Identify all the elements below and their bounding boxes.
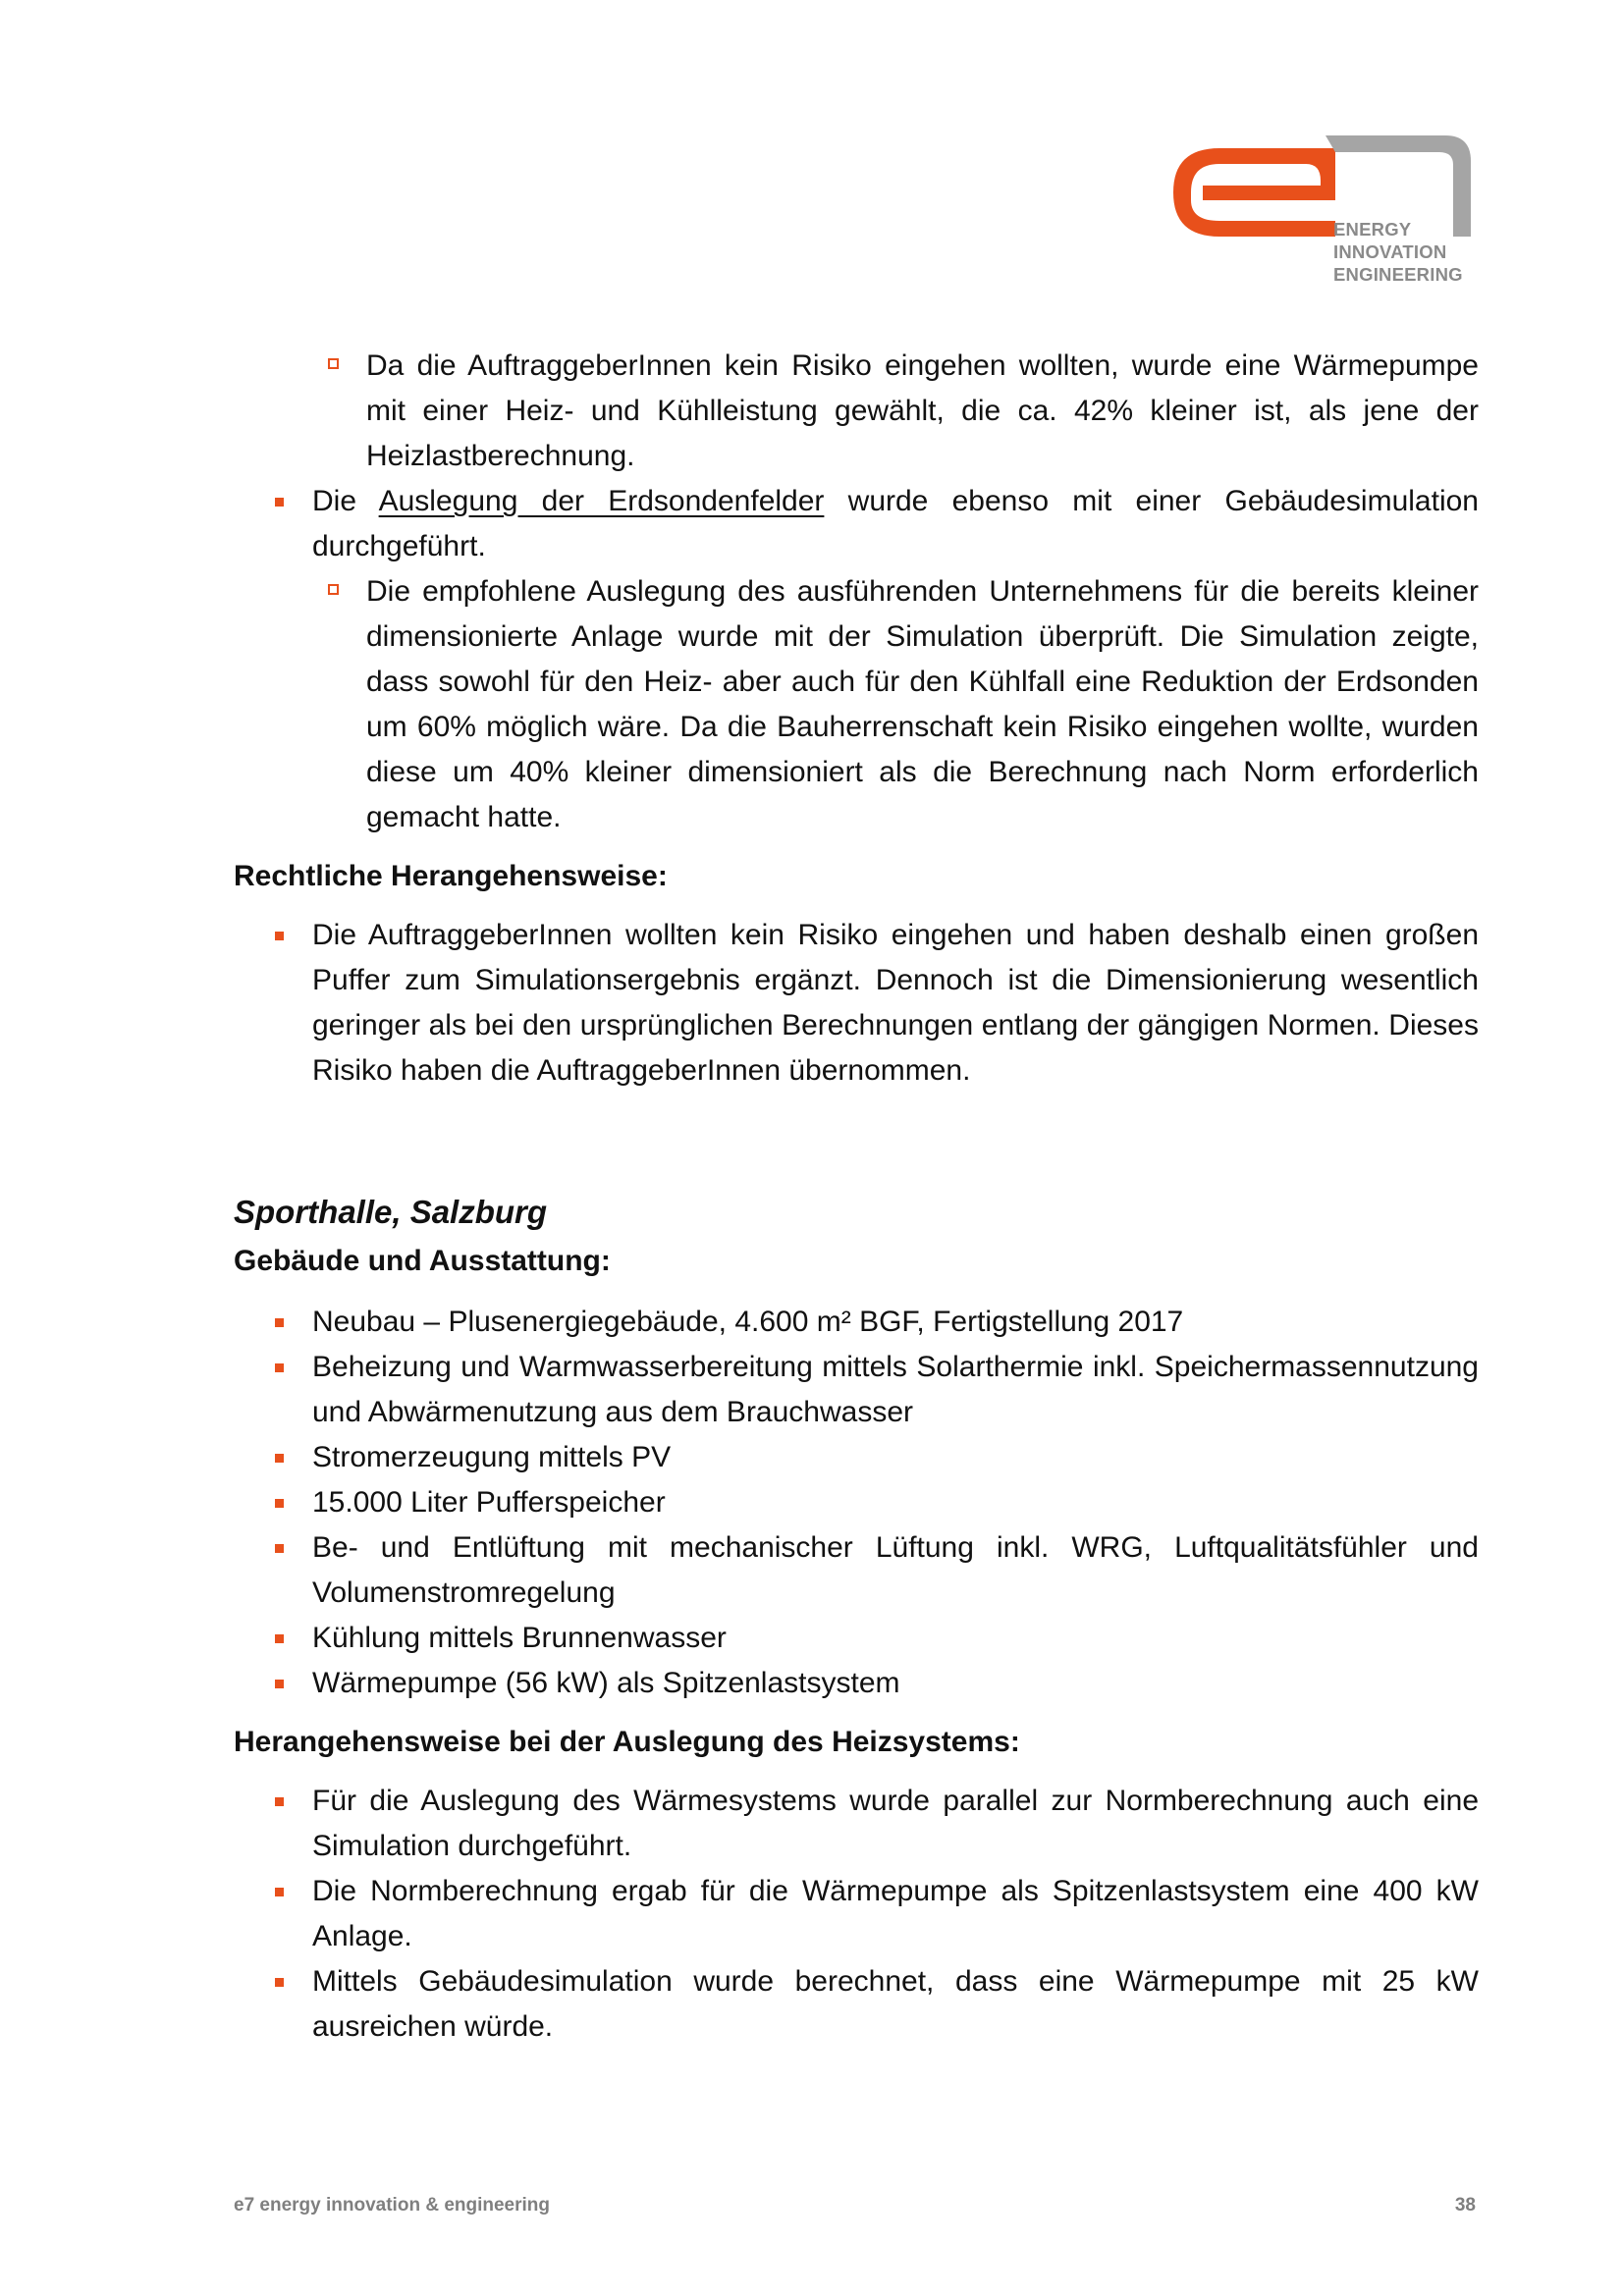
erdsondenfelder-link[interactable]: Auslegung der Erdsondenfelder bbox=[378, 485, 825, 517]
sub-bullet-item bbox=[234, 344, 1479, 479]
square-bullet-icon bbox=[275, 1454, 284, 1463]
legal-heading: Rechtliche Herangehensweise: bbox=[234, 860, 668, 892]
bullet-item bbox=[234, 1869, 1479, 1959]
sub-bullet-text: Die empfohlene Auslegung des ausführenden Unternehmens für die bereits kleiner dimensionierte Anlage wurde mit der Simulation überprüft. Die Simulation zeigte, dass sowohl für den Heiz- aber auch für den Kühlfall eine Reduktion der Erdsonden um 60% möglich wäre. Da die Bauherrenschaft kein Risiko eingehen wollte, wurden diese um 40% kleiner dimensioniert als die Berechnung nach Norm erforderlich gemacht hatte. bbox=[366, 575, 1479, 833]
bullet-text: Kühlung mittels Brunnenwasser bbox=[312, 1622, 727, 1654]
bullet-item bbox=[234, 1616, 1479, 1661]
square-bullet-icon bbox=[275, 498, 284, 507]
bullet-item bbox=[234, 1345, 1479, 1435]
sub-bullet-item bbox=[234, 569, 1479, 840]
square-bullet-icon bbox=[275, 932, 284, 940]
logo-text-engineering: ENGINEERING bbox=[1333, 264, 1463, 285]
bullet-text: Beheizung und Warmwasserbereitung mittels Solarthermie inkl. Speichermassennutzung und Abwärmenutzung aus dem Brauchwasser bbox=[312, 1351, 1479, 1428]
logo-e-shape bbox=[1173, 148, 1335, 237]
bullet-item bbox=[234, 1300, 1479, 1345]
square-bullet-icon bbox=[275, 1363, 284, 1372]
bullet-item bbox=[234, 1779, 1479, 1869]
heating-list bbox=[234, 1779, 1479, 2050]
square-bullet-icon bbox=[275, 1318, 284, 1327]
bullet-item bbox=[234, 479, 1479, 569]
square-bullet-icon bbox=[275, 1544, 284, 1553]
sub-bullet-text: Da die AuftraggeberInnen kein Risiko eingehen wollten, wurde eine Wärmepumpe mit einer Heiz- und Kühlleistung gewählt, die ca. 42% kleiner ist, als jene der Heizlastberechnung. bbox=[366, 349, 1479, 472]
bullet-text: Die Normberechnung ergab für die Wärmepumpe als Spitzenlastsystem eine 400 kW Anlage. bbox=[312, 1875, 1479, 1952]
logo-text bbox=[1333, 218, 1463, 286]
bullet-text: Stromerzeugung mittels PV bbox=[312, 1441, 672, 1473]
bullet-item bbox=[234, 1480, 1479, 1525]
bullet-text-pre: Die bbox=[312, 485, 379, 517]
square-bullet-icon bbox=[275, 1680, 284, 1688]
building-heading: Gebäude und Ausstattung: bbox=[234, 1245, 611, 1277]
bullet-text: Wärmepumpe (56 kW) als Spitzenlastsystem bbox=[312, 1667, 900, 1699]
logo-text-energy: ENERGY bbox=[1333, 219, 1412, 240]
bullet-item bbox=[234, 913, 1479, 1094]
bullet-text: Be- und Entlüftung mit mechanischer Lüftung inkl. WRG, Luftqualitätsfühler und Volumenstromregelung bbox=[312, 1531, 1479, 1609]
bullet-text: Für die Auslegung des Wärmesystems wurde parallel zur Normberechnung auch eine Simulation durchgeführt. bbox=[312, 1785, 1479, 1862]
building-list bbox=[234, 1300, 1479, 1706]
bullet-item bbox=[234, 1661, 1479, 1706]
logo-text-innovation: INNOVATION bbox=[1333, 241, 1447, 262]
square-bullet-icon bbox=[275, 1978, 284, 1987]
square-bullet-icon bbox=[275, 1634, 284, 1643]
section-title: Sporthalle, Salzburg bbox=[234, 1194, 548, 1230]
bullet-text-post: wurde ebenso mit einer Gebäudesimulation durchgeführt. bbox=[312, 485, 1479, 562]
bullet-text: Mittels Gebäudesimulation wurde berechnet, dass eine Wärmepumpe mit 25 kW ausreichen würde. bbox=[312, 1965, 1479, 2043]
bullet-text: Die AuftraggeberInnen wollten kein Risiko eingehen und haben deshalb einen großen Puffer zum Simulationsergebnis ergänzt. Dennoch ist die Dimensionierung wesentlich geringer als bei den ursprünglichen Berechnungen entlang der gängigen Normen. Dieses Risiko haben die AuftraggeberInnen übernommen. bbox=[312, 919, 1479, 1087]
hollow-square-bullet-icon bbox=[328, 584, 339, 595]
bullet-item bbox=[234, 1959, 1479, 2050]
hollow-square-bullet-icon bbox=[328, 358, 339, 369]
heating-heading: Herangehensweise bei der Auslegung des Heizsystems: bbox=[234, 1726, 1020, 1758]
bullet-text: Neubau – Plusenergiegebäude, 4.600 m² BGF, Fertigstellung 2017 bbox=[312, 1306, 1184, 1338]
square-bullet-icon bbox=[275, 1797, 284, 1806]
page-content bbox=[234, 344, 1479, 2050]
bullet-item bbox=[234, 1435, 1479, 1480]
square-bullet-icon bbox=[275, 1888, 284, 1896]
bullet-item bbox=[234, 1525, 1479, 1616]
square-bullet-icon bbox=[275, 1499, 284, 1508]
bullet-text: 15.000 Liter Pufferspeicher bbox=[312, 1486, 666, 1519]
footer-company: e7 energy innovation & engineering bbox=[234, 2195, 551, 2216]
page-number: 38 bbox=[1454, 2195, 1476, 2216]
